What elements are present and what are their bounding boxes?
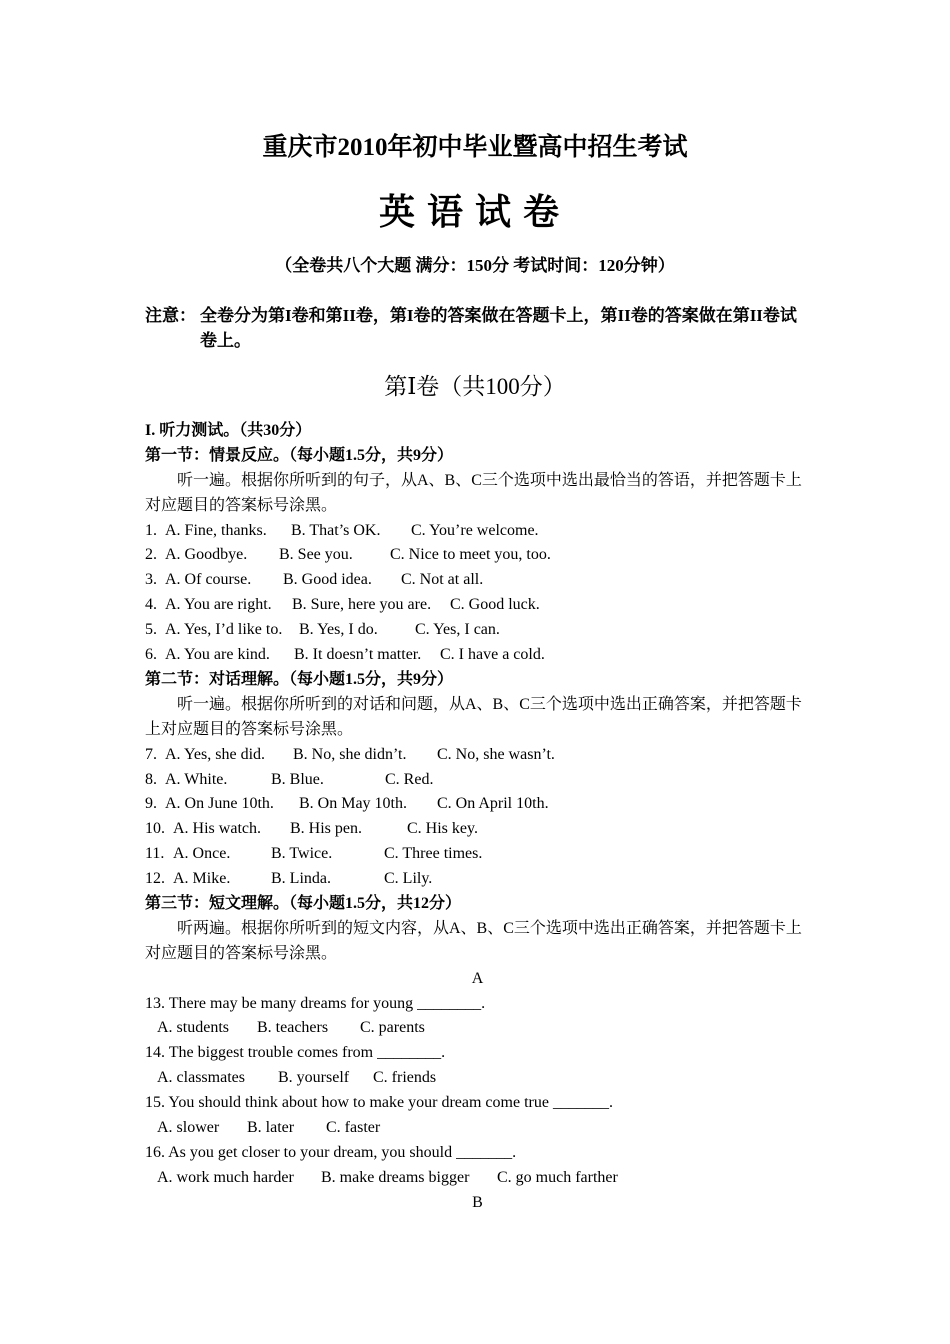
part2-title: 第二节：对话理解。（每小题1.5分，共9分） [145,670,454,688]
option-a: A. Yes, I’d like to. [165,621,283,639]
option-a: A. On June 10th. [165,795,274,813]
passage-b-label: B [472,1193,483,1211]
option-b: B. On May 10th. [299,795,407,813]
option-b: B. Yes, I do. [299,621,378,639]
option-a: A. classmates [157,1069,245,1087]
option-c: C. Not at all. [401,571,484,589]
option-b: B. Good idea. [283,571,372,589]
question-row [145,743,810,768]
notice-label: 注意： [145,306,196,325]
question-options [145,1066,810,1091]
question-row [145,792,810,817]
option-b: B. Sure, here you are. [292,596,432,614]
option-b: B. It doesn’t matter. [294,646,422,664]
option-b: B. make dreams bigger [321,1168,470,1186]
question-number: 1. [145,521,157,539]
question-number: 11. [145,845,165,863]
option-c: C. go much farther [497,1168,618,1186]
option-c: C. I have a cold. [440,646,545,664]
question-number: 10. [145,820,165,838]
question-row [145,867,810,892]
option-c: C. friends [373,1069,437,1087]
option-a: A. You are right. [165,596,272,614]
question-row [145,618,810,643]
question-options [145,1166,810,1191]
question-row [145,519,810,544]
question-number: 5. [145,621,157,639]
option-b: B. Twice. [271,845,333,863]
option-c: C. You’re welcome. [411,521,539,539]
question-row [145,842,810,867]
question-row [145,543,810,568]
option-b: B. See you. [279,546,353,564]
question-row [145,768,810,793]
question-number: 8. [145,770,157,788]
option-c: C. On April 10th. [437,795,549,813]
option-a: A. Fine, thanks. [165,521,267,539]
question-options [145,1016,810,1041]
question-number: 4. [145,596,157,614]
option-c: C. Three times. [384,845,483,863]
part1-title: 第一节：情景反应。（每小题1.5分，共9分） [145,446,454,464]
question-row [145,817,810,842]
notice [145,303,813,353]
option-b: B. No, she didn’t. [293,745,407,763]
option-c: C. Red. [385,770,434,788]
option-b: B. That’s OK. [291,521,381,539]
question-number: 2. [145,546,157,564]
option-a: A. Once. [173,845,231,863]
question-row [145,568,810,593]
question-row [145,643,810,668]
option-c: C. His key. [407,820,478,838]
question-number: 3. [145,571,157,589]
notice-text: 全卷分为第I卷和第II卷，第I卷的答案做在答题卡上，第II卷的答案做在第II卷试卷上。 [200,306,797,350]
option-b: B. yourself [278,1069,350,1087]
subject-title: 英语试卷 [378,192,571,232]
option-b: B. teachers [257,1019,329,1037]
question-stem: 14. The biggest trouble comes from ________. [145,1044,446,1062]
option-a: A. White. [165,770,228,788]
option-c: C. Good luck. [450,596,540,614]
part1-instruction: 听一遍。根据你所听到的句子，从A、B、C三个选项中选出最恰当的答语，并把答题卡上对应题目的答案标号涂黑。 [145,471,802,514]
part-title: 第Ⅰ卷（共100分） [384,374,566,399]
question-row [145,593,810,618]
option-a: A. slower [157,1119,220,1137]
listening-section [145,419,810,1216]
option-b: B. Linda. [271,870,331,888]
question-number: 9. [145,795,157,813]
option-c: C. Lily. [384,870,433,888]
option-a: A. His watch. [173,820,261,838]
option-b: B. later [247,1119,295,1137]
option-c: C. parents [360,1019,425,1037]
question-number: 7. [145,745,157,763]
option-c: C. Yes, I can. [415,621,500,639]
question-number: 6. [145,646,157,664]
option-a: A. students [157,1019,229,1037]
section-title: I. 听力测试。（共30分） [145,422,312,439]
option-b: B. His pen. [290,820,362,838]
question-stem: 13. There may be many dreams for young ________. [145,994,486,1012]
option-b: B. Blue. [271,770,324,788]
question-options [145,1116,810,1141]
exam-info: （全卷共八个大题 满分：150分 考试时间：120分钟） [275,256,675,275]
question-stem: 15. You should think about how to make your dream come true _______. [145,1094,613,1112]
option-a: A. Of course. [165,571,252,589]
option-a: A. work much harder [157,1168,294,1186]
part2-instruction: 听一遍。根据你所听到的对话和问题，从A、B、C三个选项中选出正确答案，并把答题卡上对应题目的答案标号涂黑。 [145,695,802,738]
passage-a-label: A [471,969,484,987]
option-c: C. Nice to meet you, too. [390,546,551,564]
option-a: A. Goodbye. [165,546,248,564]
question-number: 12. [145,870,165,888]
question-stem: 16. As you get closer to your dream, you should _______. [145,1143,517,1161]
option-a: A. You are kind. [165,646,270,664]
exam-main-title: 重庆市2010年初中毕业暨高中招生考试 [262,134,688,161]
part3-instruction: 听两遍。根据你所听到的短文内容，从A、B、C三个选项中选出正确答案，并把答题卡上对应题目的答案标号涂黑。 [145,919,802,962]
option-c: C. No, she wasn’t. [437,745,555,763]
option-a: A. Yes, she did. [165,745,266,763]
option-c: C. faster [326,1119,381,1137]
part3-title: 第三节：短文理解。（每小题1.5分，共12分） [145,894,462,912]
option-a: A. Mike. [173,870,231,888]
